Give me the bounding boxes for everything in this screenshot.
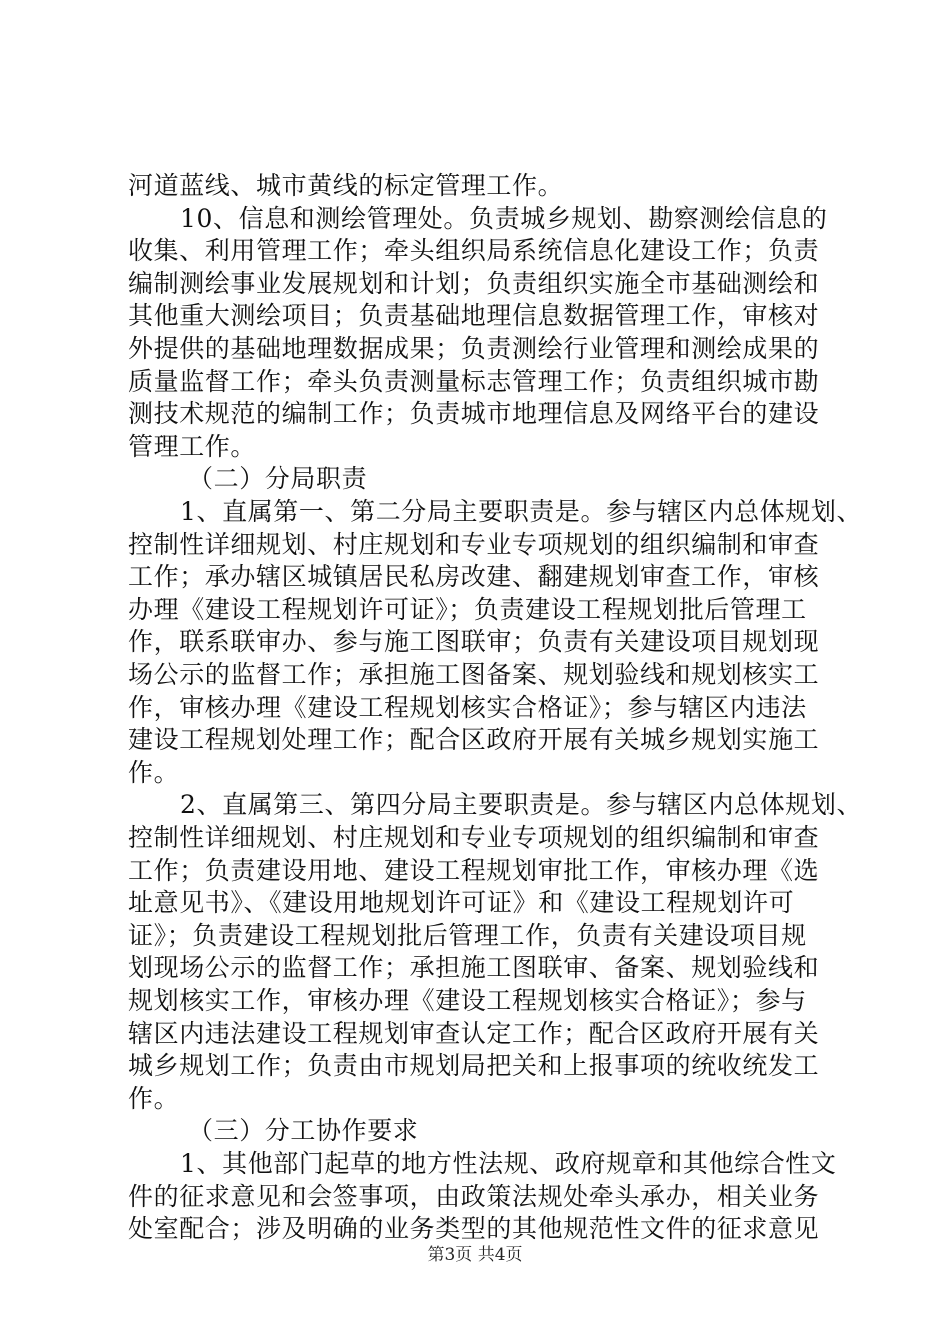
body-text-line: 工作；承办辖区城镇居民私房改建、翻建规划审查工作，审核 [128,562,820,591]
body-text-line: 质量监督工作；牵头负责测量标志管理工作；负责组织城市勘 [128,367,820,396]
body-text-line: 场公示的监督工作；承担施工图备案、规划验线和规划核实工 [128,660,820,689]
body-text-line: 办理《建设工程规划许可证》；负责建设工程规划批后管理工 [128,595,807,624]
body-text-line: 作，联系联审办、参与施工图联审；负责有关建设项目规划现 [128,627,820,656]
body-text-line: 控制性详细规划、村庄规划和专业专项规划的组织编制和审查 [128,530,820,559]
body-text-line: 作。 [128,758,180,787]
body-text-line: 控制性详细规划、村庄规划和专业专项规划的组织编制和审查 [128,823,820,852]
body-text-line: 城乡规划工作；负责由市规划局把关和上报事项的统收统发工 [128,1051,820,1080]
body-text-line: 工作；负责建设用地、建设工程规划审批工作，审核办理《选 [128,856,820,885]
body-text-line: 编制测绘事业发展规划和计划；负责组织实施全市基础测绘和 [128,269,820,298]
paragraph-start-line: 1、其他部门起草的地方性法规、政府规章和其他综合性文 [180,1149,837,1178]
body-text-line: 其他重大测绘项目；负责基础地理信息数据管理工作，审核对 [128,301,820,330]
body-text-line: 测技术规范的编制工作；负责城市地理信息及网络平台的建设 [128,399,820,428]
section-10-heading-line: 10、信息和测绘管理处。负责城乡规划、勘察测绘信息的 [180,204,828,233]
paragraph-start-line: 1、直属第一、第二分局主要职责是。参与辖区内总体规划、 [180,497,863,526]
body-text-line: 件的征求意见和会签事项，由政策法规处牵头承办，相关业务 [128,1182,820,1211]
page-footer: 第3页 共4页 [427,1245,523,1265]
section-heading-cooperation: （三）分工协作要求 [188,1116,419,1145]
body-text-line: 证》；负责建设工程规划批后管理工作，负责有关建设项目规 [128,921,807,950]
body-text-line: 作。 [128,1084,180,1113]
body-text-line: 规划核实工作，审核办理《建设工程规划核实合格证》；参与 [128,986,807,1015]
body-text-line: 收集、利用管理工作；牵头组织局系统信息化建设工作；负责 [128,236,820,265]
body-text-line: 作，审核办理《建设工程规划核实合格证》；参与辖区内违法 [128,693,807,722]
body-text-line: 处室配合；涉及明确的业务类型的其他规范性文件的征求意见 [128,1214,820,1243]
body-text-line: 址意见书》、《建设用地规划许可证》和《建设工程规划许可 [128,888,795,917]
section-heading-branch-duties: （二）分局职责 [188,464,368,493]
body-text-line: 划现场公示的监督工作；承担施工图联审、备案、规划验线和 [128,953,820,982]
paragraph-start-line: 2、直属第三、第四分局主要职责是。参与辖区内总体规划、 [180,790,863,819]
body-text-line: 辖区内违法建设工程规划审查认定工作；配合区政府开展有关 [128,1019,820,1048]
body-text-line: 管理工作。 [128,432,257,461]
body-text-line: 建设工程规划处理工作；配合区政府开展有关城乡规划实施工 [128,725,820,754]
body-text-line: 外提供的基础地理数据成果；负责测绘行业管理和测绘成果的 [128,334,820,363]
body-text-line: 河道蓝线、城市黄线的标定管理工作。 [128,171,564,200]
